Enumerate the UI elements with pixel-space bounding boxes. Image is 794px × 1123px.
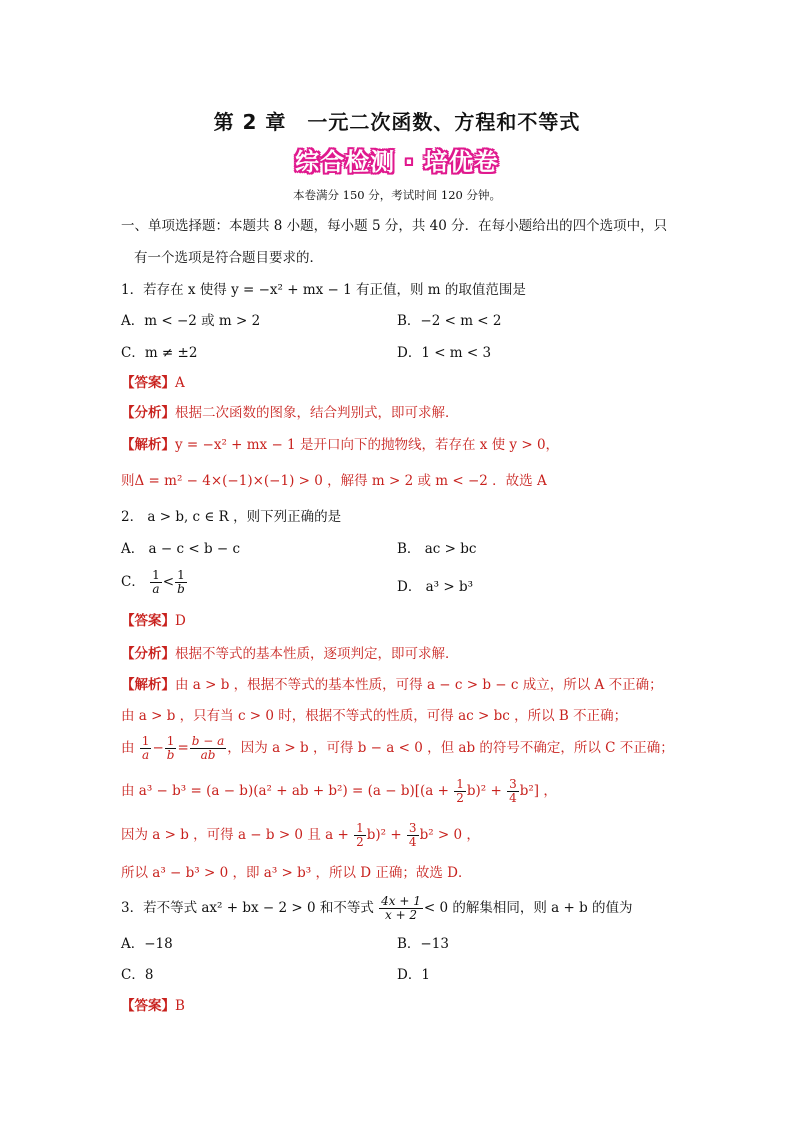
analysis-label: 【分析】 bbox=[121, 405, 175, 421]
q2-solution-line5: 因为 a > b ，可得 a − b > 0 且 a + $\frac{1}{2}$ b)² + $\frac{3}{4}$ b² > 0 ， bbox=[121, 821, 480, 849]
q2-solution-line4: 由 a³ − b³ = (a − b)(a² + ab + b²) = (a − b)[(a + $\frac{1}{2}$ b)² + $\frac{3}{4}$ b²] ， bbox=[121, 777, 557, 805]
q1-stem: 1．若存在 x 使得 y = −x² + mx − 1 有正值，则 m 的取值范围是 bbox=[121, 282, 526, 298]
q3-option-a: A．−18 bbox=[121, 936, 173, 952]
q2-option-c-lt: < bbox=[162, 574, 175, 590]
q2-analysis: 【分析】根据不等式的基本性质，逐项判定，即可求解． bbox=[121, 646, 459, 662]
q2-option-a: A． a − c < b − c bbox=[121, 541, 241, 557]
fraction-4x1-over-x2: $\frac{4x + 1}{x + 2}$ bbox=[381, 894, 421, 922]
q1-solution-line1 bbox=[121, 436, 559, 454]
q2-solution-line2: 由 a > b ，只有当 c > 0 时，根据不等式的性质，可得 ac > bc ，所以 B 不正确； bbox=[121, 708, 628, 724]
q2-option-c bbox=[121, 569, 188, 596]
q1-analysis-text: 根据二次函数的图象，结合判别式，即可求解． bbox=[175, 405, 459, 421]
q2-option-c-label: C． bbox=[121, 574, 145, 590]
section-heading-line1: 一、单项选择题：本题共 8 小题，每小题 5 分，共 40 分．在每小题给出的四个选项中，只 bbox=[121, 218, 668, 234]
q3-option-c: C．8 bbox=[121, 967, 154, 983]
q2-analysis-text: 根据不等式的基本性质，逐项判定，即可求解． bbox=[175, 646, 459, 662]
section-banner: 综合检测 · 培优卷 bbox=[295, 148, 499, 176]
q1-solution-text1: y = −x² + mx − 1 是开口向下的抛物线，若存在 x 使 y > 0， bbox=[175, 437, 560, 453]
answer-label: 【答案】 bbox=[121, 375, 175, 391]
q3-stem: 3．若不等式 ax² + bx − 2 > 0 和不等式 $\frac{4x + 1}{x + 2}$ < 0 的解集相同，则 a + b 的值为 bbox=[121, 894, 633, 922]
page-title: 第 2 章 一元二次函数、方程和不等式 bbox=[213, 110, 581, 134]
q3-answer: 【答案】B bbox=[121, 998, 185, 1014]
fraction-b-minus-a-over-ab: $\frac{b - a}{ab}$ bbox=[191, 734, 225, 762]
q3-option-d: D．1 bbox=[397, 967, 430, 983]
q1-answer bbox=[121, 374, 185, 392]
q1-option-a: A．m < −2 或 m > 2 bbox=[121, 313, 261, 329]
q2-option-b: B． ac > bc bbox=[397, 541, 477, 557]
fraction-three-quarters: $\frac{3}{4}$ bbox=[509, 777, 517, 805]
fraction-three-quarters: $\frac{3}{4}$ bbox=[408, 821, 417, 849]
exam-info: 本卷满分 150 分，考试时间 120 分钟。 bbox=[292, 188, 502, 202]
q2-answer-value: D bbox=[175, 613, 186, 629]
section-heading-line2: 有一个选项是符合题目要求的． bbox=[134, 250, 323, 266]
fraction-one-over-b: $\frac{1}{b}$ bbox=[177, 568, 185, 596]
fraction-one-half: $\frac{1}{2}$ bbox=[456, 777, 464, 805]
fraction-one-over-a: $\frac{1}{a}$ bbox=[152, 568, 160, 596]
q2-answer: 【答案】D bbox=[121, 613, 186, 629]
q1-answer-value: A bbox=[175, 375, 185, 391]
q1-option-c: C．m ≠ ±2 bbox=[121, 345, 198, 361]
fraction-one-over-a: $\frac{1}{a}$ bbox=[141, 734, 150, 762]
q3-option-b: B．−13 bbox=[397, 936, 449, 952]
q2-option-d: D． a³ > b³ bbox=[397, 579, 474, 595]
q2-solution-line3: 由 $\frac{1}{a}$ − $\frac{1}{b}$ = $\frac{b - a}{ab}$ ，因为 a > b ，可得 b − a < 0 ，但 ab 的符号不确定，所以 C 不正确； bbox=[121, 734, 674, 762]
solution-label: 【解析】 bbox=[121, 437, 175, 453]
q2-solution-line6: 所以 a³ − b³ > 0 ，即 a³ > b³ ，所以 D 正确；故选 D． bbox=[121, 865, 472, 881]
fraction-one-over-b: $\frac{1}{b}$ bbox=[166, 734, 175, 762]
q2-stem: 2． a > b, c ∈ R ，则下列正确的是 bbox=[121, 509, 342, 525]
q1-option-b: B．−2 < m < 2 bbox=[397, 313, 502, 329]
q3-answer-value: B bbox=[175, 998, 185, 1014]
fraction-one-half: $\frac{1}{2}$ bbox=[356, 821, 364, 849]
q1-analysis bbox=[121, 404, 459, 422]
q1-option-d: D．1 < m < 3 bbox=[397, 345, 492, 361]
q1-solution-line2: 则Δ = m² − 4×(−1)×(−1) > 0 ，解得 m > 2 或 m < −2 ．故选 A bbox=[121, 473, 547, 489]
q2-solution-line1: 【解析】由 a > b ，根据不等式的基本性质，可得 a − c > b − c 成立，所以 A 不正确； bbox=[121, 677, 663, 693]
q2-solution-text1: 由 a > b ，根据不等式的基本性质，可得 a − c > b − c 成立，所以 A 不正确； bbox=[175, 677, 663, 693]
